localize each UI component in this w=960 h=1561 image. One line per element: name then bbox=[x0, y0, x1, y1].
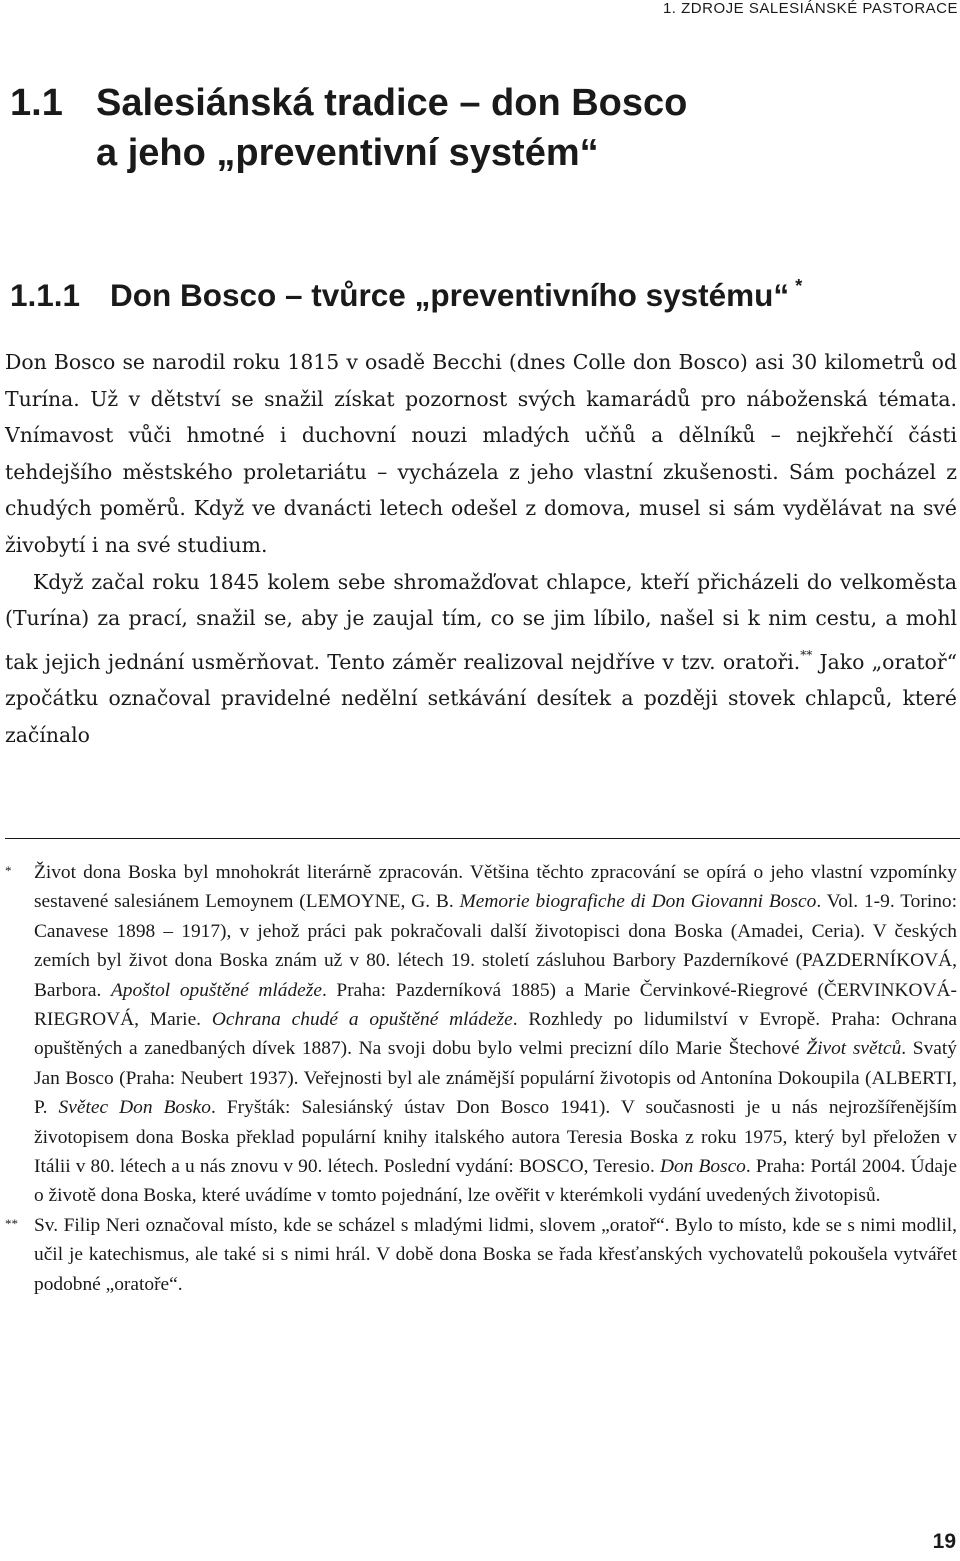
paragraph-2 bbox=[5, 564, 957, 754]
footnote-1-title: Život světců bbox=[806, 1038, 902, 1060]
body-text bbox=[5, 344, 957, 754]
footnote-1-text: . Praha: Pazderníková 1885) a Marie Červinkové-Riegrové (ČERVINKOVÁ-RIEGROVÁ, Marie. bbox=[34, 979, 957, 1031]
footnote-divider bbox=[5, 838, 960, 839]
paragraph-2-text-a: Když začal roku 1845 kolem sebe shromažďovat chlapce, kteří přicházeli do velkoměsta (Turína) za prací, snažil se, aby je zaujal tím, co se jim líbilo, našel si k nim cestu, a mohl tak jejich jednání usměrňovat. Tento záměr realizoval nejdříve v tzv. oratoři. bbox=[5, 569, 957, 674]
chapter-heading-line1: Salesiánská tradice – don Bosco bbox=[96, 82, 688, 124]
footnote-1-title: Světec Don Bosko bbox=[58, 1097, 211, 1119]
section-heading-text: Don Bosco – tvůrce „preventivního systému“ bbox=[110, 277, 790, 313]
chapter-heading-number: 1.1 bbox=[10, 82, 63, 124]
footnotes bbox=[5, 858, 957, 1299]
chapter-heading bbox=[10, 78, 950, 178]
section-heading bbox=[10, 262, 950, 319]
footnote-1-text: . Svatý Jan Bosco (Praha: Neubert 1937). Veřejnosti byl ale známější populární životopis od Antonína Dokoupila (ALBERTI, P. bbox=[34, 1038, 957, 1119]
footnote-1-text: . Vol. 1-9. Torino: Canavese 1898 – 1917), v jehož práci pak pokračovali další životopisci dona Boska (Amadei, Ceria). V českých zemích byl život dona Boska znám už v 80. létech 19. století zásluhou Barbory Pazderníkové (PAZDERNÍKOVÁ, Barbora. bbox=[34, 891, 957, 1001]
footnote-1-mark: * bbox=[5, 863, 12, 878]
footnote-1-text: . Fryšták: Salesiánský ústav Don Bosco 1941). V současnosti je u nás nejrozšířenějším životopisem dona Boska překlad populární knihy italského autora Teresia Boska z roku 1975, který byl přeložen v Itálii v 80. létech a u nás znovu v 90. létech. Poslední vydání: BOSCO, Teresio. bbox=[34, 1097, 957, 1178]
footnote-2-text: Sv. Filip Neri označoval místo, kde se scházel s mladými lidmi, slovem „oratoř“. Bylo to místo, kde se s nimi modlil, učil je katechismus, ale také si s nimi hrál. V době dona Boska se řada křesťanských vychovatelů pokoušela vytvářet podobné „oratoře“. bbox=[34, 1214, 957, 1295]
paragraph-1: Don Bosco se narodil roku 1815 v osadě Becchi (dnes Colle don Bosco) asi 30 kilometrů od Turína. Už v dětství se snažil získat pozornost svých kamarádů pro náboženská témata. Vnímavost vůči hmotné i duchovní nouzi mladých učňů a dělníků – nejkřehčí části tehdejšího městského proletariátu – vycházela z jeho vlastní zkušenosti. Sám pocházel z chudých poměrů. Když ve dvanácti letech odešel z domova, musel si sám vydělávat na své živobytí i na své studium. bbox=[5, 350, 957, 557]
footnote-ref-1: * bbox=[795, 276, 803, 296]
footnote-ref-2: ** bbox=[800, 647, 813, 662]
footnote-1-title: Ochrana chudé a opuštěné mládeže bbox=[211, 1009, 513, 1031]
footnote-1-text: Život dona Boska byl mnohokrát literárně zpracován. Většina těchto zpracování se opírá o jeho vlastní vzpomínky sestavené salesiánem Lemoynem (LEMOYNE, G. B. bbox=[34, 862, 957, 913]
paragraph-2-text-b: Jako „oratoř“ zpočátku označoval pravidelné nedělní setkávání desítek a později stovek chlapců, které začínalo bbox=[5, 649, 958, 747]
footnote-1-text: . Praha: Portál 2004. Údaje o životě dona Boska, které uvádíme v tomto pojednání, lze ověřit v kterémkoli vydání uvedených životopisů. bbox=[34, 1156, 957, 1207]
running-header: 1. ZDROJE SALESIÁNSKÉ PASTORACE bbox=[662, 0, 958, 17]
footnote-1-title: Memorie biografiche di Don Giovanni Bosco bbox=[459, 891, 817, 913]
footnote-1-text: . Rozhledy po lidumilství v Evropě. Praha: Ochrana opuštěných a zanedbaných dívek 1887). Na svoji dobu bylo velmi precizní dílo Marie Štechové bbox=[34, 1009, 957, 1060]
footnote-1-title: Apoštol opuštěné mládeže bbox=[110, 979, 322, 1001]
page-number: 19 bbox=[932, 1530, 956, 1553]
section-heading-number: 1.1.1 bbox=[10, 277, 81, 313]
footnote-2-mark: ** bbox=[5, 1215, 18, 1231]
chapter-heading-line2: a jeho „preventivní systém“ bbox=[96, 132, 599, 174]
footnote-1 bbox=[5, 858, 957, 1211]
footnote-2 bbox=[5, 1211, 957, 1299]
footnote-1-title: Don Bosco bbox=[659, 1156, 746, 1178]
